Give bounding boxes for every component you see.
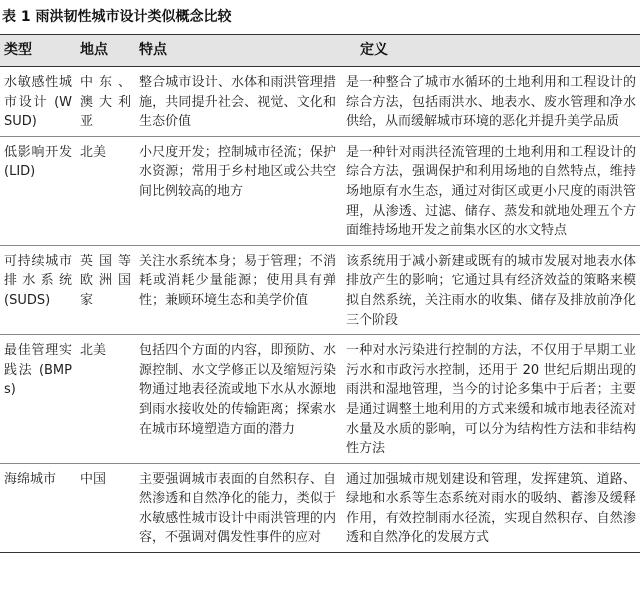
table-row (0, 335, 640, 464)
cell-features: 关注水系统本身；易于管理；不消耗或消耗少量能源；使用具有弹性；兼顾环境生态和美学价值 (139, 253, 336, 308)
table-row (0, 463, 640, 552)
cell-features: 小尺度开发；控制城市径流；保护水资源；常用于乡村地区或公共空间比例较高的地方 (139, 144, 336, 199)
header-definition: 定义 (340, 35, 640, 67)
cell-definition: 该系统用于减小新建或既有的城市发展对地表水体排放产生的影响；它通过具有经济效益的策略来模拟自然系统，关注雨水的收集、储存及排放前净化三个阶段 (346, 253, 636, 328)
header-features: 特点 (135, 35, 340, 67)
header-type: 类型 (0, 35, 76, 67)
cell-place: 中东、澳大利亚 (80, 75, 131, 130)
table-header-row (0, 35, 640, 67)
cell-definition: 是一种整合了城市水循环的土地利用和工程设计的综合方法，包括雨洪水、地表水、废水管理和净水供给，从而缓解城市环境的恶化并提升美学品质 (346, 75, 636, 130)
table-row (0, 136, 640, 245)
cell-type: 水敏感性城市设计 (WSUD) (4, 75, 72, 130)
cell-place: 英国等欧洲国家 (80, 253, 131, 308)
cell-features: 整合城市设计、水体和雨洪管理措施，共同提升社会、视觉、文化和生态价值 (139, 75, 336, 130)
cell-type: 海绵城市 (4, 471, 57, 487)
cell-place: 中国 (80, 471, 107, 487)
cell-definition: 是一种针对雨洪径流管理的土地利用和工程设计的综合方法，强调保护和利用场地的自然特点，维持场地原有水生态，通过对街区或更小尺度的雨洪管理，从渗透、过滤、储存、蒸发和就地处理五个方面维持场地开发之前集水区的水文特点 (346, 144, 636, 239)
table-row (0, 67, 640, 137)
table-row (0, 245, 640, 334)
cell-definition: 通过加强城市规划建设和管理，发挥建筑、道路、绿地和水系等生态系统对雨水的吸纳、蓄渗及缓释作用，有效控制雨水径流，实现自然积存、自然渗透和自然净化的发展方式 (346, 471, 636, 546)
concept-comparison-table (0, 34, 640, 553)
cell-features: 主要强调城市表面的自然积存、自然渗透和自然净化的能力，类似于水敏感性城市设计中雨洪管理的内容，不强调对偶发性事件的应对 (139, 471, 336, 546)
header-place: 地点 (76, 35, 135, 67)
cell-type: 最佳管理实践法 (BMPs) (4, 343, 72, 398)
cell-place: 北美 (80, 343, 107, 359)
cell-place: 北美 (80, 144, 107, 160)
table-caption: 表 1 雨洪韧性城市设计类似概念比较 (2, 9, 232, 25)
cell-type: 低影响开发 (LID) (4, 144, 72, 180)
cell-type: 可持续城市排水系统 (SUDS) (4, 253, 72, 308)
cell-features: 包括四个方面的内容，即预防、水源控制、水文学修正以及缩短污染物通过地表径流或地下水从水源地到雨水接收处的传输距离；探索水在城市环境塑造方面的潜力 (139, 343, 336, 437)
cell-definition: 一种对水污染进行控制的方法，不仅用于早期工业污水和市政污水控制，还用于 20 世纪后期出现的雨洪和湿地管理，当今的讨论多集中于后者；主要是通过调整土地利用的方式来缓和城市地表径流对水量及水质的影响，可以分为结构性方法和非结构性方法 (346, 343, 636, 457)
